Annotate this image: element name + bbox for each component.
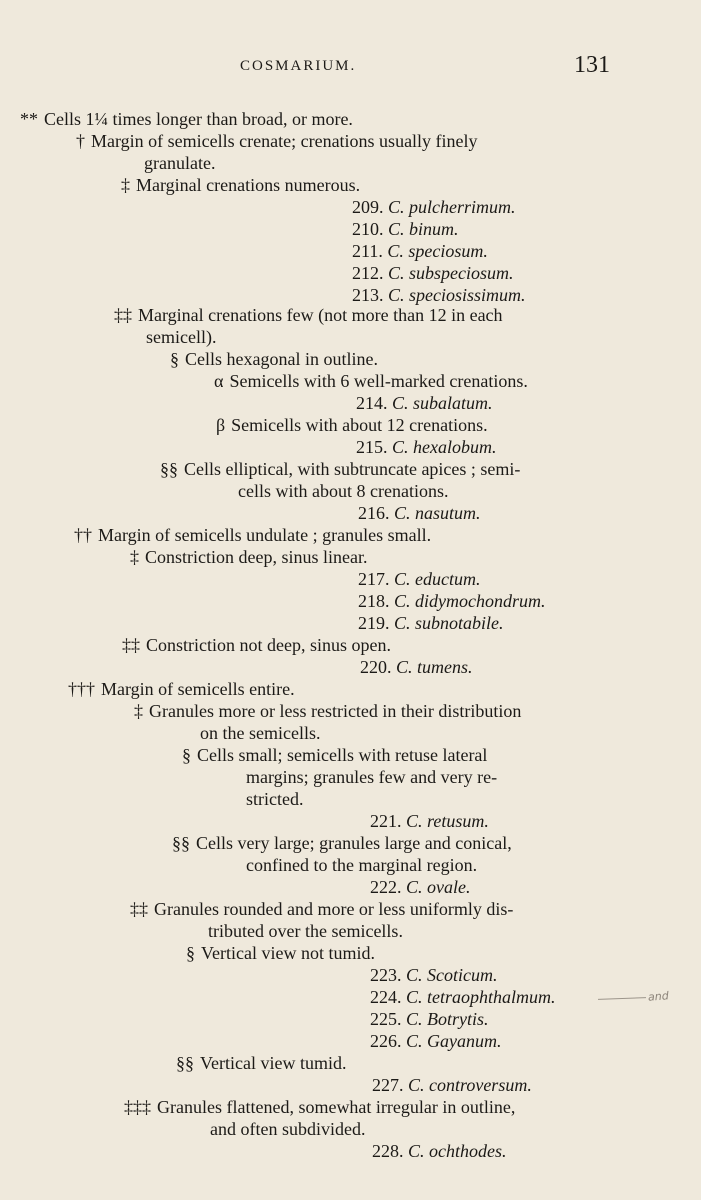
- species-entry: 214. C. subalatum.: [356, 393, 493, 413]
- species-entry: 226. C. Gayanum.: [370, 1031, 502, 1051]
- key-line: § Cells small; semicells with retuse lateral: [182, 745, 488, 765]
- key-line: ‡‡ Granules rounded and more or less uniformly dis-: [130, 899, 514, 919]
- key-line: α Semicells with 6 well-marked crenations.: [214, 371, 528, 391]
- key-line: cells with about 8 crenations.: [238, 481, 449, 501]
- key-line: † Margin of semicells crenate; crenations usually finely: [76, 131, 478, 151]
- key-line: ††† Margin of semicells entire.: [68, 679, 295, 699]
- species-entry: 215. C. hexalobum.: [356, 437, 497, 457]
- species-entry: 217. C. eductum.: [358, 569, 481, 589]
- species-entry: 219. C. subnotabile.: [358, 613, 504, 633]
- species-entry: 209. C. pulcherrimum.: [352, 197, 516, 217]
- key-line: granulate.: [144, 153, 216, 173]
- key-line: ‡ Granules more or less restricted in their distribution: [134, 701, 522, 721]
- key-line: §§ Cells elliptical, with subtruncate apices ; semi-: [160, 459, 521, 479]
- key-line: and often subdivided.: [210, 1119, 366, 1139]
- species-entry: 222. C. ovale.: [370, 877, 471, 897]
- species-entry: 210. C. binum.: [352, 219, 459, 239]
- key-line: margins; granules few and very re-: [246, 767, 498, 787]
- species-entry: 220. C. tumens.: [360, 657, 473, 677]
- species-entry: 227. C. controversum.: [372, 1075, 532, 1095]
- species-entry: 225. C. Botrytis.: [370, 1009, 489, 1029]
- running-header-title: COSMARIUM.: [240, 58, 357, 74]
- species-entry: 221. C. retusum.: [370, 811, 489, 831]
- key-line: on the semicells.: [200, 723, 321, 743]
- species-entry: 211. C. speciosum.: [352, 241, 488, 261]
- key-line: ‡ Marginal crenations numerous.: [121, 175, 361, 195]
- key-line: β Semicells with about 12 crenations.: [216, 415, 488, 435]
- key-line: confined to the marginal region.: [246, 855, 478, 875]
- key-line: ‡‡ Constriction not deep, sinus open.: [122, 635, 391, 655]
- species-entry: 212. C. subspeciosum.: [352, 263, 514, 283]
- species-entry: 216. C. nasutum.: [358, 503, 481, 523]
- species-entry: 223. C. Scoticum.: [370, 965, 498, 985]
- species-entry: 228. C. ochthodes.: [372, 1141, 507, 1161]
- key-line: §§ Cells very large; granules large and conical,: [172, 833, 512, 853]
- key-line: §§ Vertical view tumid.: [176, 1053, 347, 1073]
- pencil-mark: [598, 997, 646, 1000]
- key-line: ** Cells 1¼ times longer than broad, or more.: [20, 109, 353, 129]
- margin-pencil-note: and: [647, 989, 670, 1004]
- species-entry: 213. C. speciosissimum.: [352, 285, 526, 305]
- species-entry: 224. C. tetraophthalmum.: [370, 987, 556, 1007]
- key-line: § Vertical view not tumid.: [186, 943, 375, 963]
- key-line: ‡ Constriction deep, sinus linear.: [130, 547, 368, 567]
- key-line: †† Margin of semicells undulate ; granules small.: [74, 525, 432, 545]
- key-line: stricted.: [246, 789, 304, 809]
- key-line: ‡‡‡ Granules flattened, somewhat irregular in outline,: [124, 1097, 516, 1117]
- page-number: 131: [574, 52, 610, 78]
- key-line: semicell).: [146, 327, 217, 347]
- species-entry: 218. C. didymochondrum.: [358, 591, 546, 611]
- key-line: ‡‡ Marginal crenations few (not more than 12 in each: [114, 305, 503, 325]
- key-line: tributed over the semicells.: [208, 921, 403, 941]
- key-line: § Cells hexagonal in outline.: [170, 349, 378, 369]
